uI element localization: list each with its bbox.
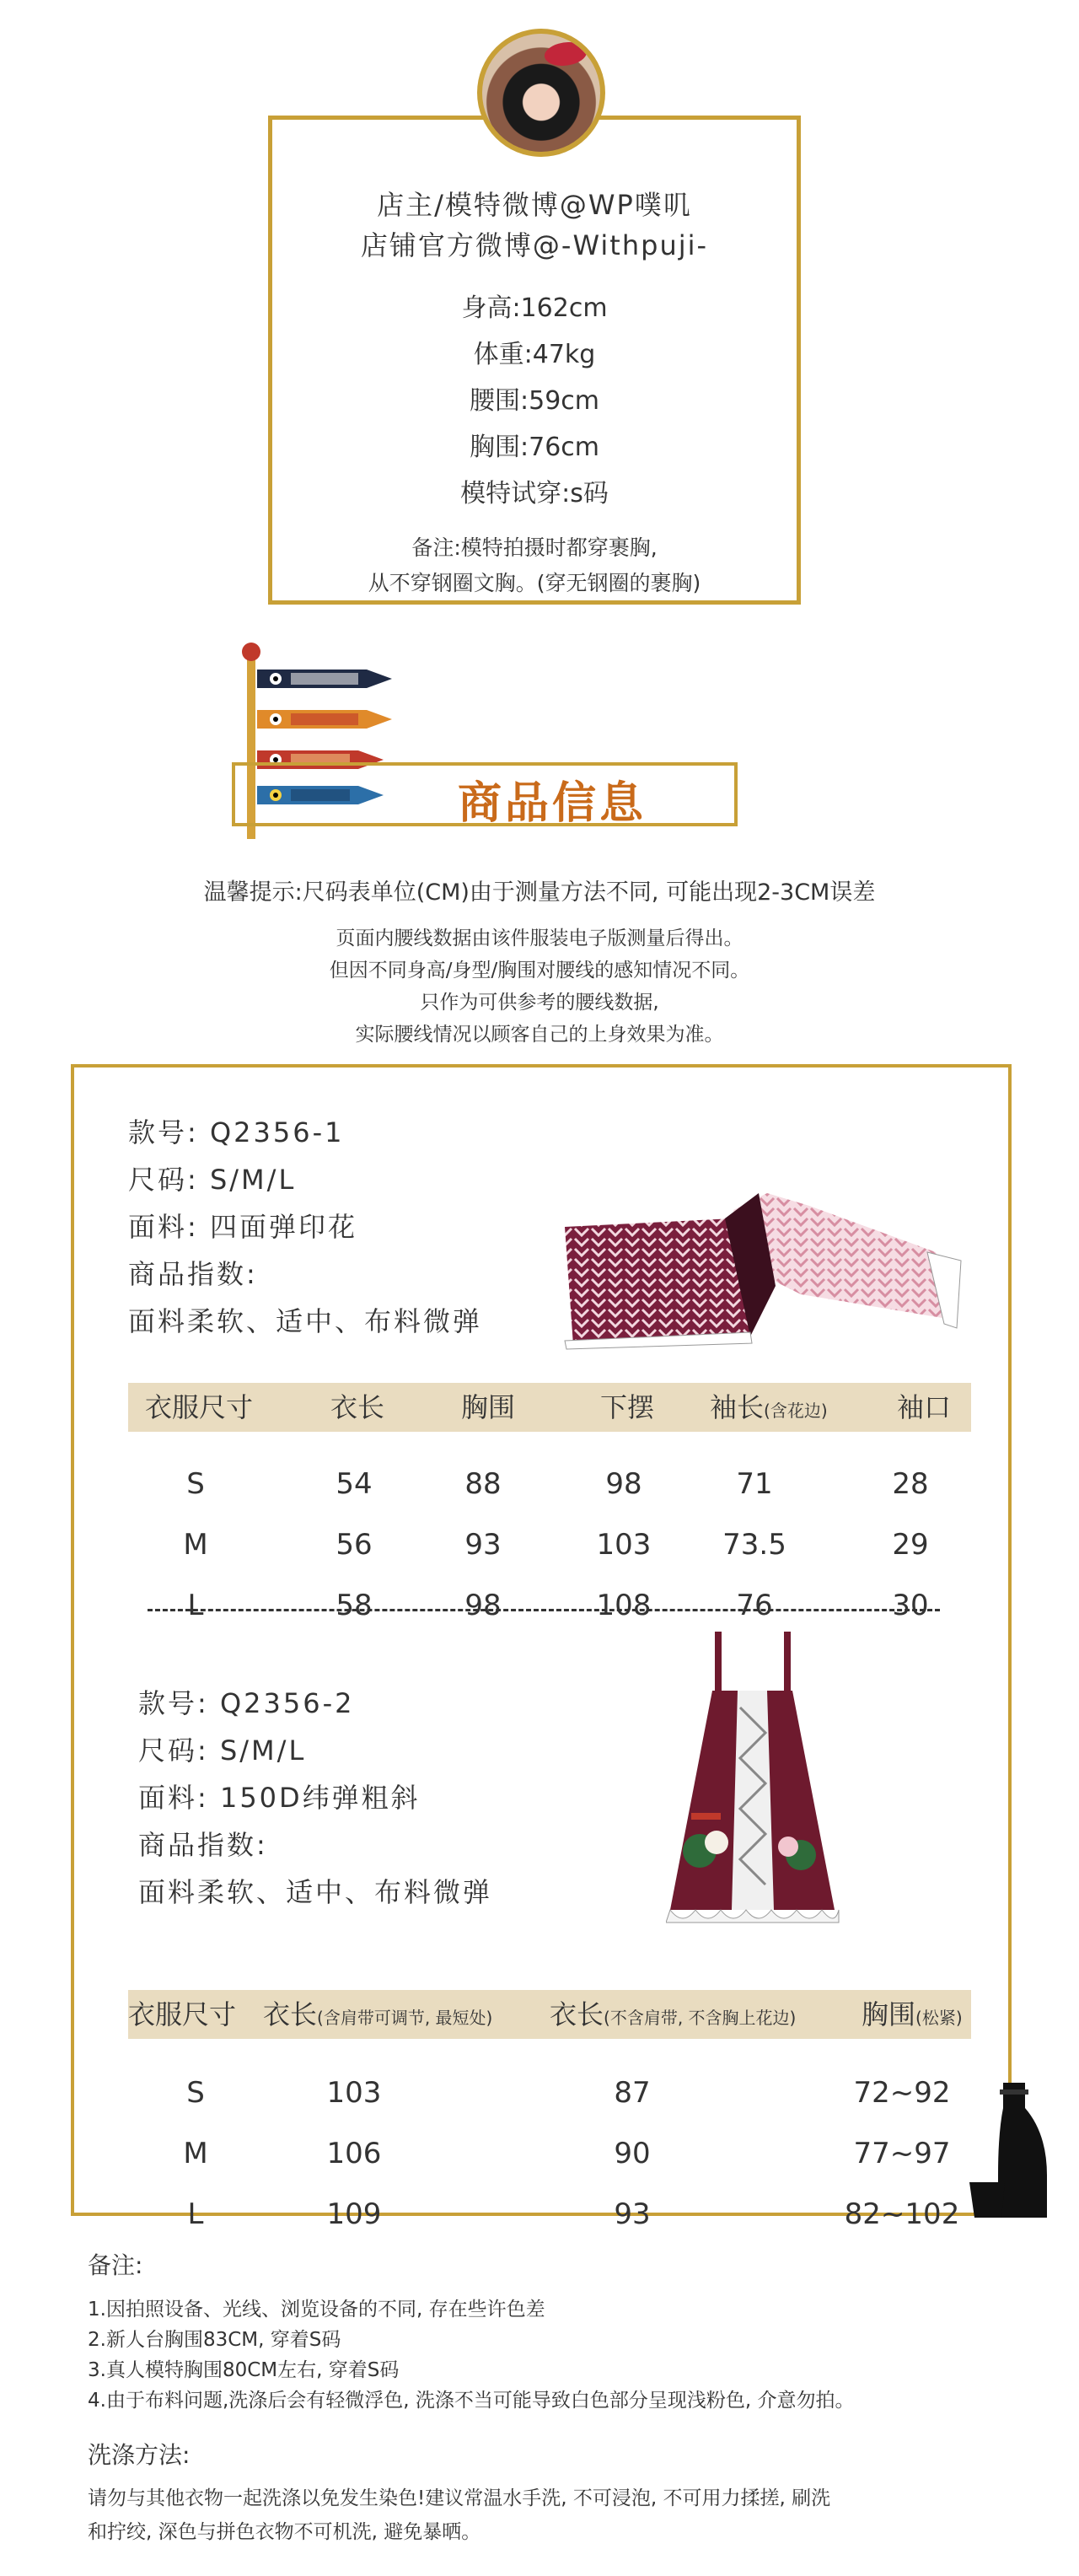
p1-row-m-hem: 103 — [596, 1528, 652, 1562]
header-bust-elastic-note: (松紧) — [915, 2008, 963, 2028]
model-height: 身高:162cm — [461, 293, 608, 323]
product1-sizes: 尺码: S/M/L — [128, 1164, 297, 1196]
model-trial-size: 模特试穿:s码 — [460, 479, 609, 508]
model-note-1: 备注:模特拍摄时都穿裹胸, — [411, 535, 658, 560]
header-length: 衣长 — [330, 1391, 385, 1423]
model-waist: 腰围:59cm — [470, 386, 599, 416]
product2-index-value: 面料柔软、适中、布料微弹 — [138, 1876, 493, 1908]
p2-row-l-bust: 82~102 — [844, 2197, 960, 2231]
waist-tip-line-3: 只作为可供参考的腰线数据, — [420, 992, 659, 1014]
notes-heading: 备注: — [88, 2251, 143, 2279]
product1-index-label: 商品指数: — [128, 1258, 258, 1290]
product1-style-no: 款号: Q2356-1 — [128, 1116, 345, 1148]
wash-line-2: 和拧绞, 深色与拼色衣物不可机洗, 避免暴晒。 — [88, 2521, 481, 2543]
note-item-2: 2.新人台胸围83CM, 穿着S码 — [88, 2329, 341, 2351]
note-item-3: 3.真人模特胸围80CM左右, 穿着S码 — [88, 2359, 400, 2381]
p2-row-l-size: L — [187, 2197, 204, 2231]
header-length-with-strap: 衣长 — [263, 1998, 318, 2030]
product1-blouse-image — [556, 1176, 969, 1353]
p1-row-l-length: 58 — [336, 1589, 373, 1622]
model-weight: 体重:47kg — [473, 340, 596, 369]
p1-row-m-size: M — [183, 1528, 208, 1562]
note-item-1: 1.因拍照设备、光线、浏览设备的不同, 存在些许色差 — [88, 2299, 545, 2321]
p1-row-m-bust: 93 — [464, 1528, 502, 1562]
product2-sizes: 尺码: S/M/L — [138, 1734, 307, 1767]
p1-row-m-cuff: 29 — [892, 1528, 929, 1562]
header-sleeve: 袖长 — [710, 1391, 765, 1423]
waist-tip-line-4: 实际腰线情况以顾客自己的上身效果为准。 — [355, 1024, 724, 1046]
header-garment-size: 衣服尺寸 — [145, 1391, 254, 1423]
header-length-no-strap-note: (不含肩带, 不含胸上花边) — [604, 2008, 797, 2028]
header-length-with-strap-note: (含肩带可调节, 最短处) — [317, 2008, 493, 2028]
p1-row-s-sleeve: 71 — [736, 1467, 773, 1501]
model-bust: 胸围:76cm — [470, 433, 599, 462]
header-length-no-strap: 衣长 — [550, 1998, 604, 2030]
p2-row-m-length: 90 — [614, 2137, 651, 2170]
sake-bottle-icon — [969, 2083, 1054, 2218]
product1-fabric: 面料: 四面弹印花 — [128, 1211, 357, 1243]
p1-row-m-sleeve: 73.5 — [722, 1528, 786, 1562]
p1-row-s-length: 54 — [336, 1467, 373, 1501]
p1-row-s-bust: 88 — [464, 1467, 502, 1501]
p1-row-s-hem: 98 — [605, 1467, 642, 1501]
p2-row-m-bust: 77~97 — [853, 2137, 951, 2170]
p1-row-l-bust: 98 — [464, 1589, 502, 1622]
note-item-4: 4.由于布料问题,洗涤后会有轻微浮色, 洗涤不当可能导致白色部分呈现浅粉色, 介意勿拍。 — [88, 2390, 855, 2412]
p2-row-m-size: M — [183, 2137, 208, 2170]
p1-row-l-sleeve: 76 — [736, 1589, 773, 1622]
p2-row-m-length-strap: 106 — [326, 2137, 382, 2170]
header-bust: 胸围 — [461, 1391, 516, 1423]
waist-tip-line-1: 页面内腰线数据由该件服装电子版测量后得出。 — [336, 928, 743, 949]
product1-index-value: 面料柔软、适中、布料微弹 — [128, 1305, 483, 1337]
size-tip: 温馨提示:尺码表单位(CM)由于测量方法不同, 可能出现2-3CM误差 — [203, 879, 876, 906]
header-hem: 下摆 — [600, 1391, 655, 1423]
section-divider — [148, 1609, 940, 1611]
p2-row-l-length: 93 — [614, 2197, 651, 2231]
koinobori-fish-icon — [257, 666, 392, 691]
p2-row-s-size: S — [186, 2076, 205, 2110]
p2-row-l-length-strap: 109 — [326, 2197, 382, 2231]
header-cuff: 袖口 — [897, 1391, 952, 1423]
p1-row-l-size: L — [187, 1589, 204, 1622]
model-avatar — [477, 29, 605, 157]
koinobori-fish-icon — [257, 707, 392, 732]
p2-row-s-length-strap: 103 — [326, 2076, 382, 2110]
section-title: 商品信息 — [457, 778, 647, 829]
product2-index-label: 商品指数: — [138, 1829, 268, 1861]
header-bust-elastic: 胸围 — [862, 1998, 916, 2030]
p2-row-s-bust: 72~92 — [853, 2076, 951, 2110]
owner-weibo-line: 店主/模特微博@WP噗叽 — [377, 189, 692, 221]
product2-table-header — [128, 1990, 971, 2039]
model-note-2: 从不穿钢圈文胸。(穿无钢圈的裹胸) — [368, 571, 701, 595]
p1-row-l-hem: 108 — [596, 1589, 652, 1622]
p1-row-s-size: S — [186, 1467, 205, 1501]
product2-fabric: 面料: 150D纬弹粗斜 — [138, 1782, 421, 1814]
header-garment-size: 衣服尺寸 — [128, 1998, 237, 2030]
p2-row-s-length: 87 — [614, 2076, 651, 2110]
flag-pole-top — [242, 643, 260, 661]
product2-dress-image — [666, 1632, 843, 1944]
wash-heading: 洗涤方法: — [88, 2441, 191, 2469]
product1-table-header — [128, 1383, 971, 1432]
p1-row-m-length: 56 — [336, 1528, 373, 1562]
waist-tip-line-2: 但因不同身高/身型/胸围对腰线的感知情况不同。 — [329, 960, 750, 981]
header-sleeve-note: (含花边) — [764, 1401, 828, 1421]
wash-line-1: 请勿与其他衣物一起洗涤以免发生染色!建议常温水手洗, 不可浸泡, 不可用力揉搓, 刷洗 — [88, 2487, 831, 2509]
p1-row-l-cuff: 30 — [892, 1589, 929, 1622]
product2-style-no: 款号: Q2356-2 — [138, 1687, 355, 1719]
shop-weibo-line: 店铺官方微博@-Withpuji- — [360, 229, 709, 261]
p1-row-s-cuff: 28 — [892, 1467, 929, 1501]
